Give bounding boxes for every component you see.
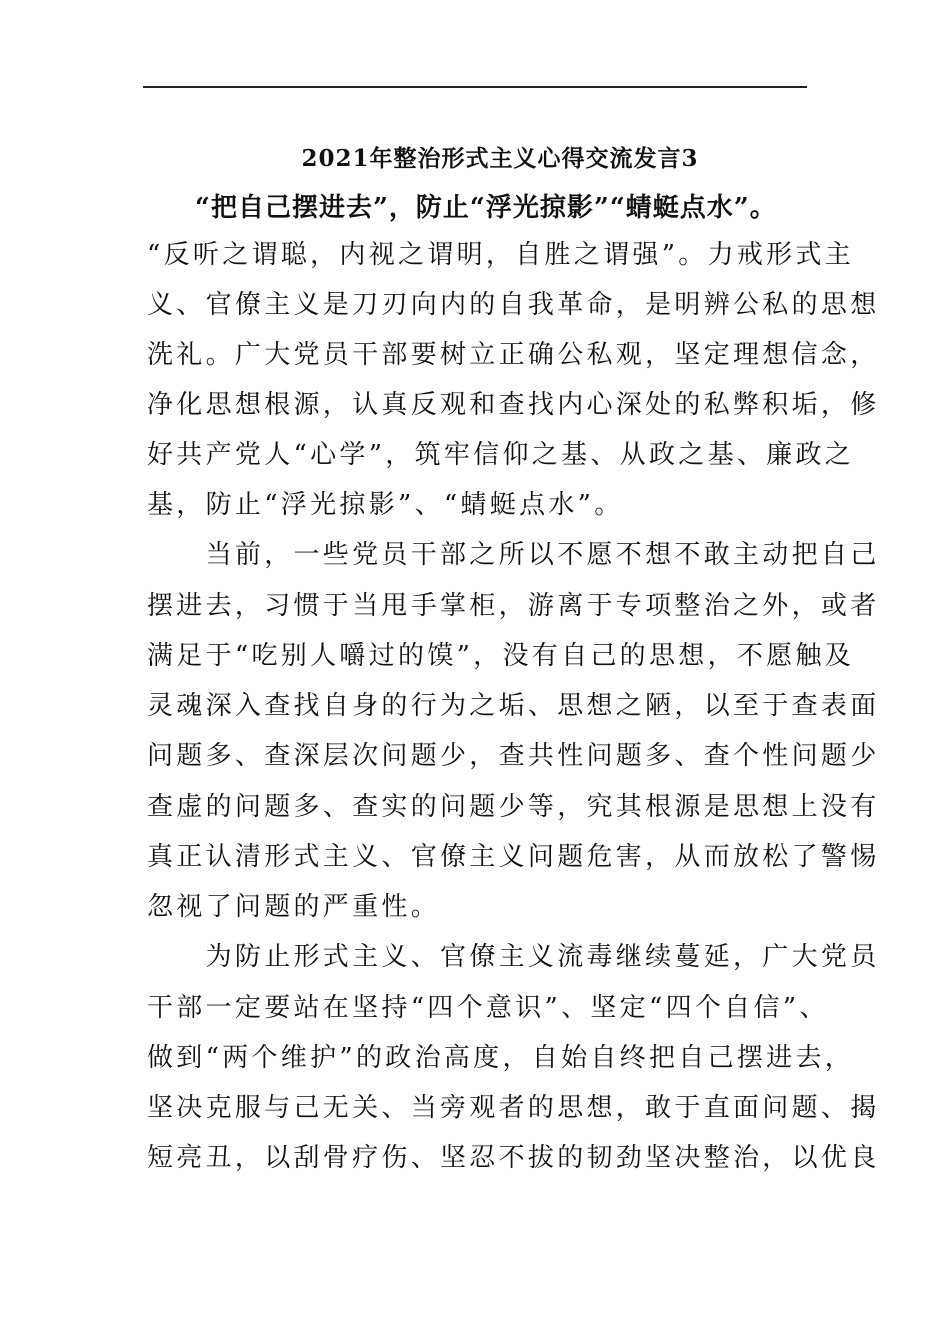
body-line-18: 坚决克服与己无关、当旁观者的思想，敢于直面问题、揭 (147, 1093, 880, 1123)
body-line-6: 基，防止“浮光掠影”、“蜻蜓点水”。 (147, 490, 624, 520)
body-line-16: 干部一定要站在坚持“四个意识”、坚定“四个自信”、 (147, 993, 829, 1023)
body-line-5: 好共产党人“心学”，筑牢信仰之基、从政之基、廉政之 (147, 440, 855, 470)
body-line-17: 做到“两个维护”的政治高度，自始自终把自己摆进去， (147, 1043, 855, 1073)
body-line-8: 摆进去，习惯于当甩手掌柜，游离于专项整治之外，或者 (147, 591, 880, 621)
document-title: 2021年整治形式主义心得交流发言3 (301, 145, 699, 172)
body-line-2: 义、官僚主义是刀刃向内的自我革命，是明辨公私的思想 (147, 290, 880, 320)
header-rule (143, 86, 807, 88)
body-line-13: 真正认清形式主义、官僚主义问题危害，从而放松了警惕 (147, 842, 880, 872)
body-line-4: 净化思想根源，认真反观和查找内心深处的私弊积垢，修 (147, 390, 880, 420)
body-line-10: 灵魂深入查找自身的行为之垢、思想之陋，以至于查表面 (147, 691, 880, 721)
document-subtitle: “把自己摆进去”，防止“浮光掠影”“蜻蜓点水”。 (195, 193, 777, 223)
body-line-7: 当前，一些党员干部之所以不愿不想不敢主动把自己 (147, 540, 880, 570)
body-line-12: 查虚的问题多、查实的问题少等，究其根源是思想上没有 (147, 792, 880, 822)
body-line-15: 为防止形式主义、官僚主义流毒继续蔓延，广大党员 (147, 942, 880, 972)
body-line-14: 忽视了问题的严重性。 (147, 892, 441, 922)
body-line-11: 问题多、查深层次问题少，查共性问题多、查个性问题少 (147, 741, 880, 771)
body-line-1: “反听之谓聪，内视之谓明，自胜之谓强”。力戒形式主 (147, 240, 855, 270)
body-line-19: 短亮丑，以刮骨疗伤、坚忍不拔的韧劲坚决整治，以优良 (147, 1143, 880, 1173)
body-line-9: 满足于“吃别人嚼过的馍”，没有自己的思想，不愿触及 (147, 641, 855, 671)
body-line-3: 洗礼。广大党员干部要树立正确公私观，坚定理想信念， (147, 340, 880, 370)
